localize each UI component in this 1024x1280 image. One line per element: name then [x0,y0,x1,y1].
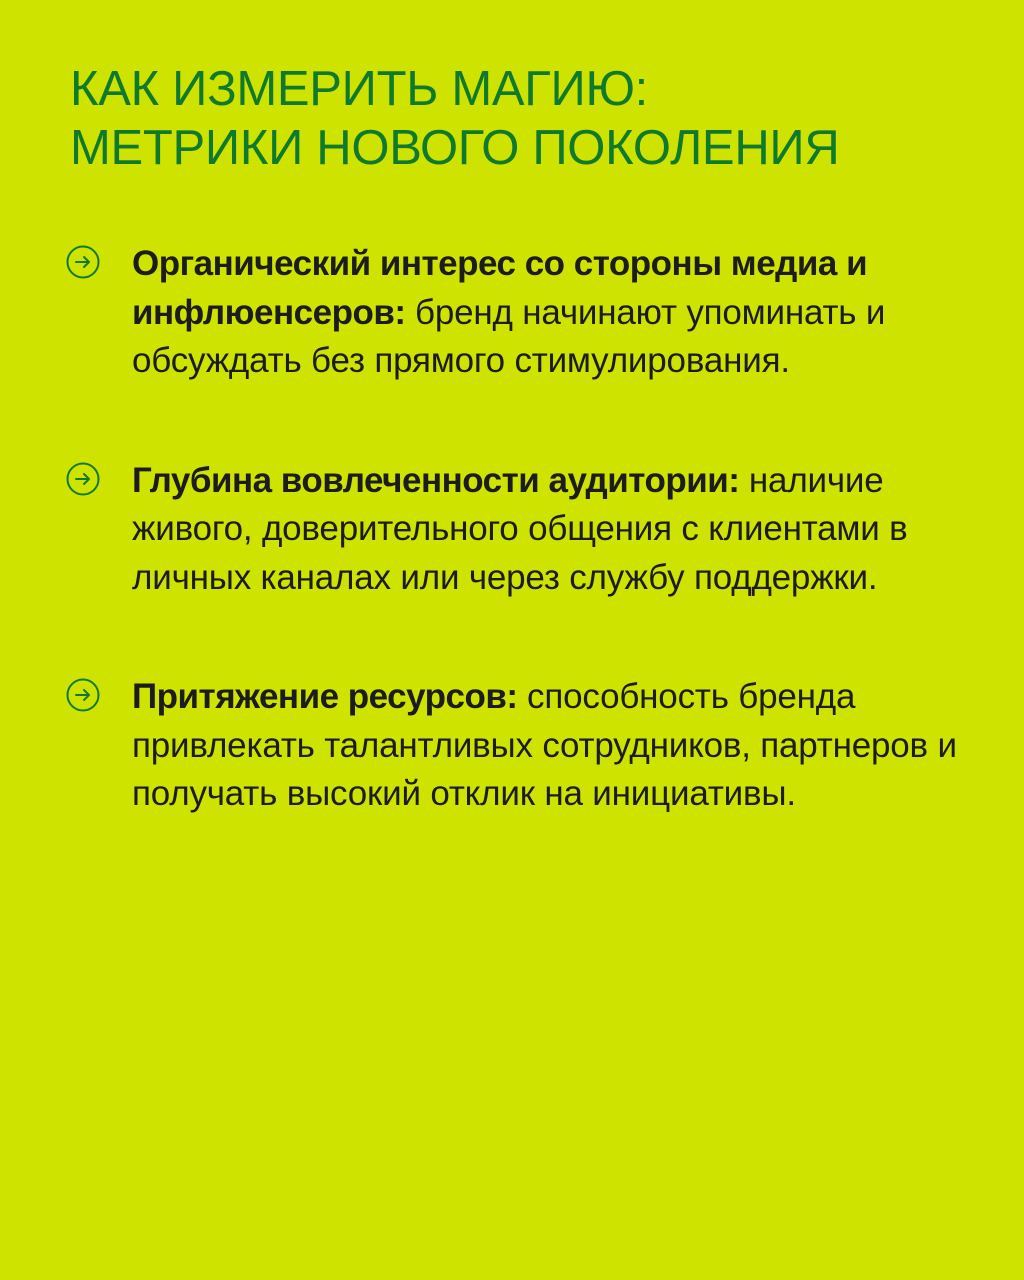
list-item-text [132,457,966,603]
list-item-text [132,673,966,819]
arrow-right-circle-icon [66,678,100,712]
list-item-heading: Органический интерес со стороны медиа и инфлюенсеров: [132,244,868,332]
title-line-1: КАК ИЗМЕРИТЬ МАГИЮ: [70,62,648,116]
list-item-body: бренд начинают упоминать и обсуждать без прямого стимулирования. [132,292,886,380]
list-item-body: наличие живого, доверительного общения с клиентами в личных каналах или через службу поддержки. [132,460,908,597]
metrics-list [66,240,966,819]
arrow-right-circle-icon [66,245,100,279]
title-line-2: МЕТРИКИ НОВОГО ПОКОЛЕНИЯ [70,121,840,175]
list-item-body: способность бренда привлекать талантливых сотрудников, партнеров и получать высокий отклик на инициативы. [132,677,957,813]
page-title [70,60,954,178]
list-item [66,457,966,603]
list-item [66,240,966,386]
list-item-heading: Глубина вовлеченности аудитории: [132,460,740,500]
arrow-right-circle-icon [66,462,100,496]
list-item [66,673,966,819]
list-item-heading: Притяжение ресурсов: [132,677,518,716]
list-item-text [132,240,966,386]
